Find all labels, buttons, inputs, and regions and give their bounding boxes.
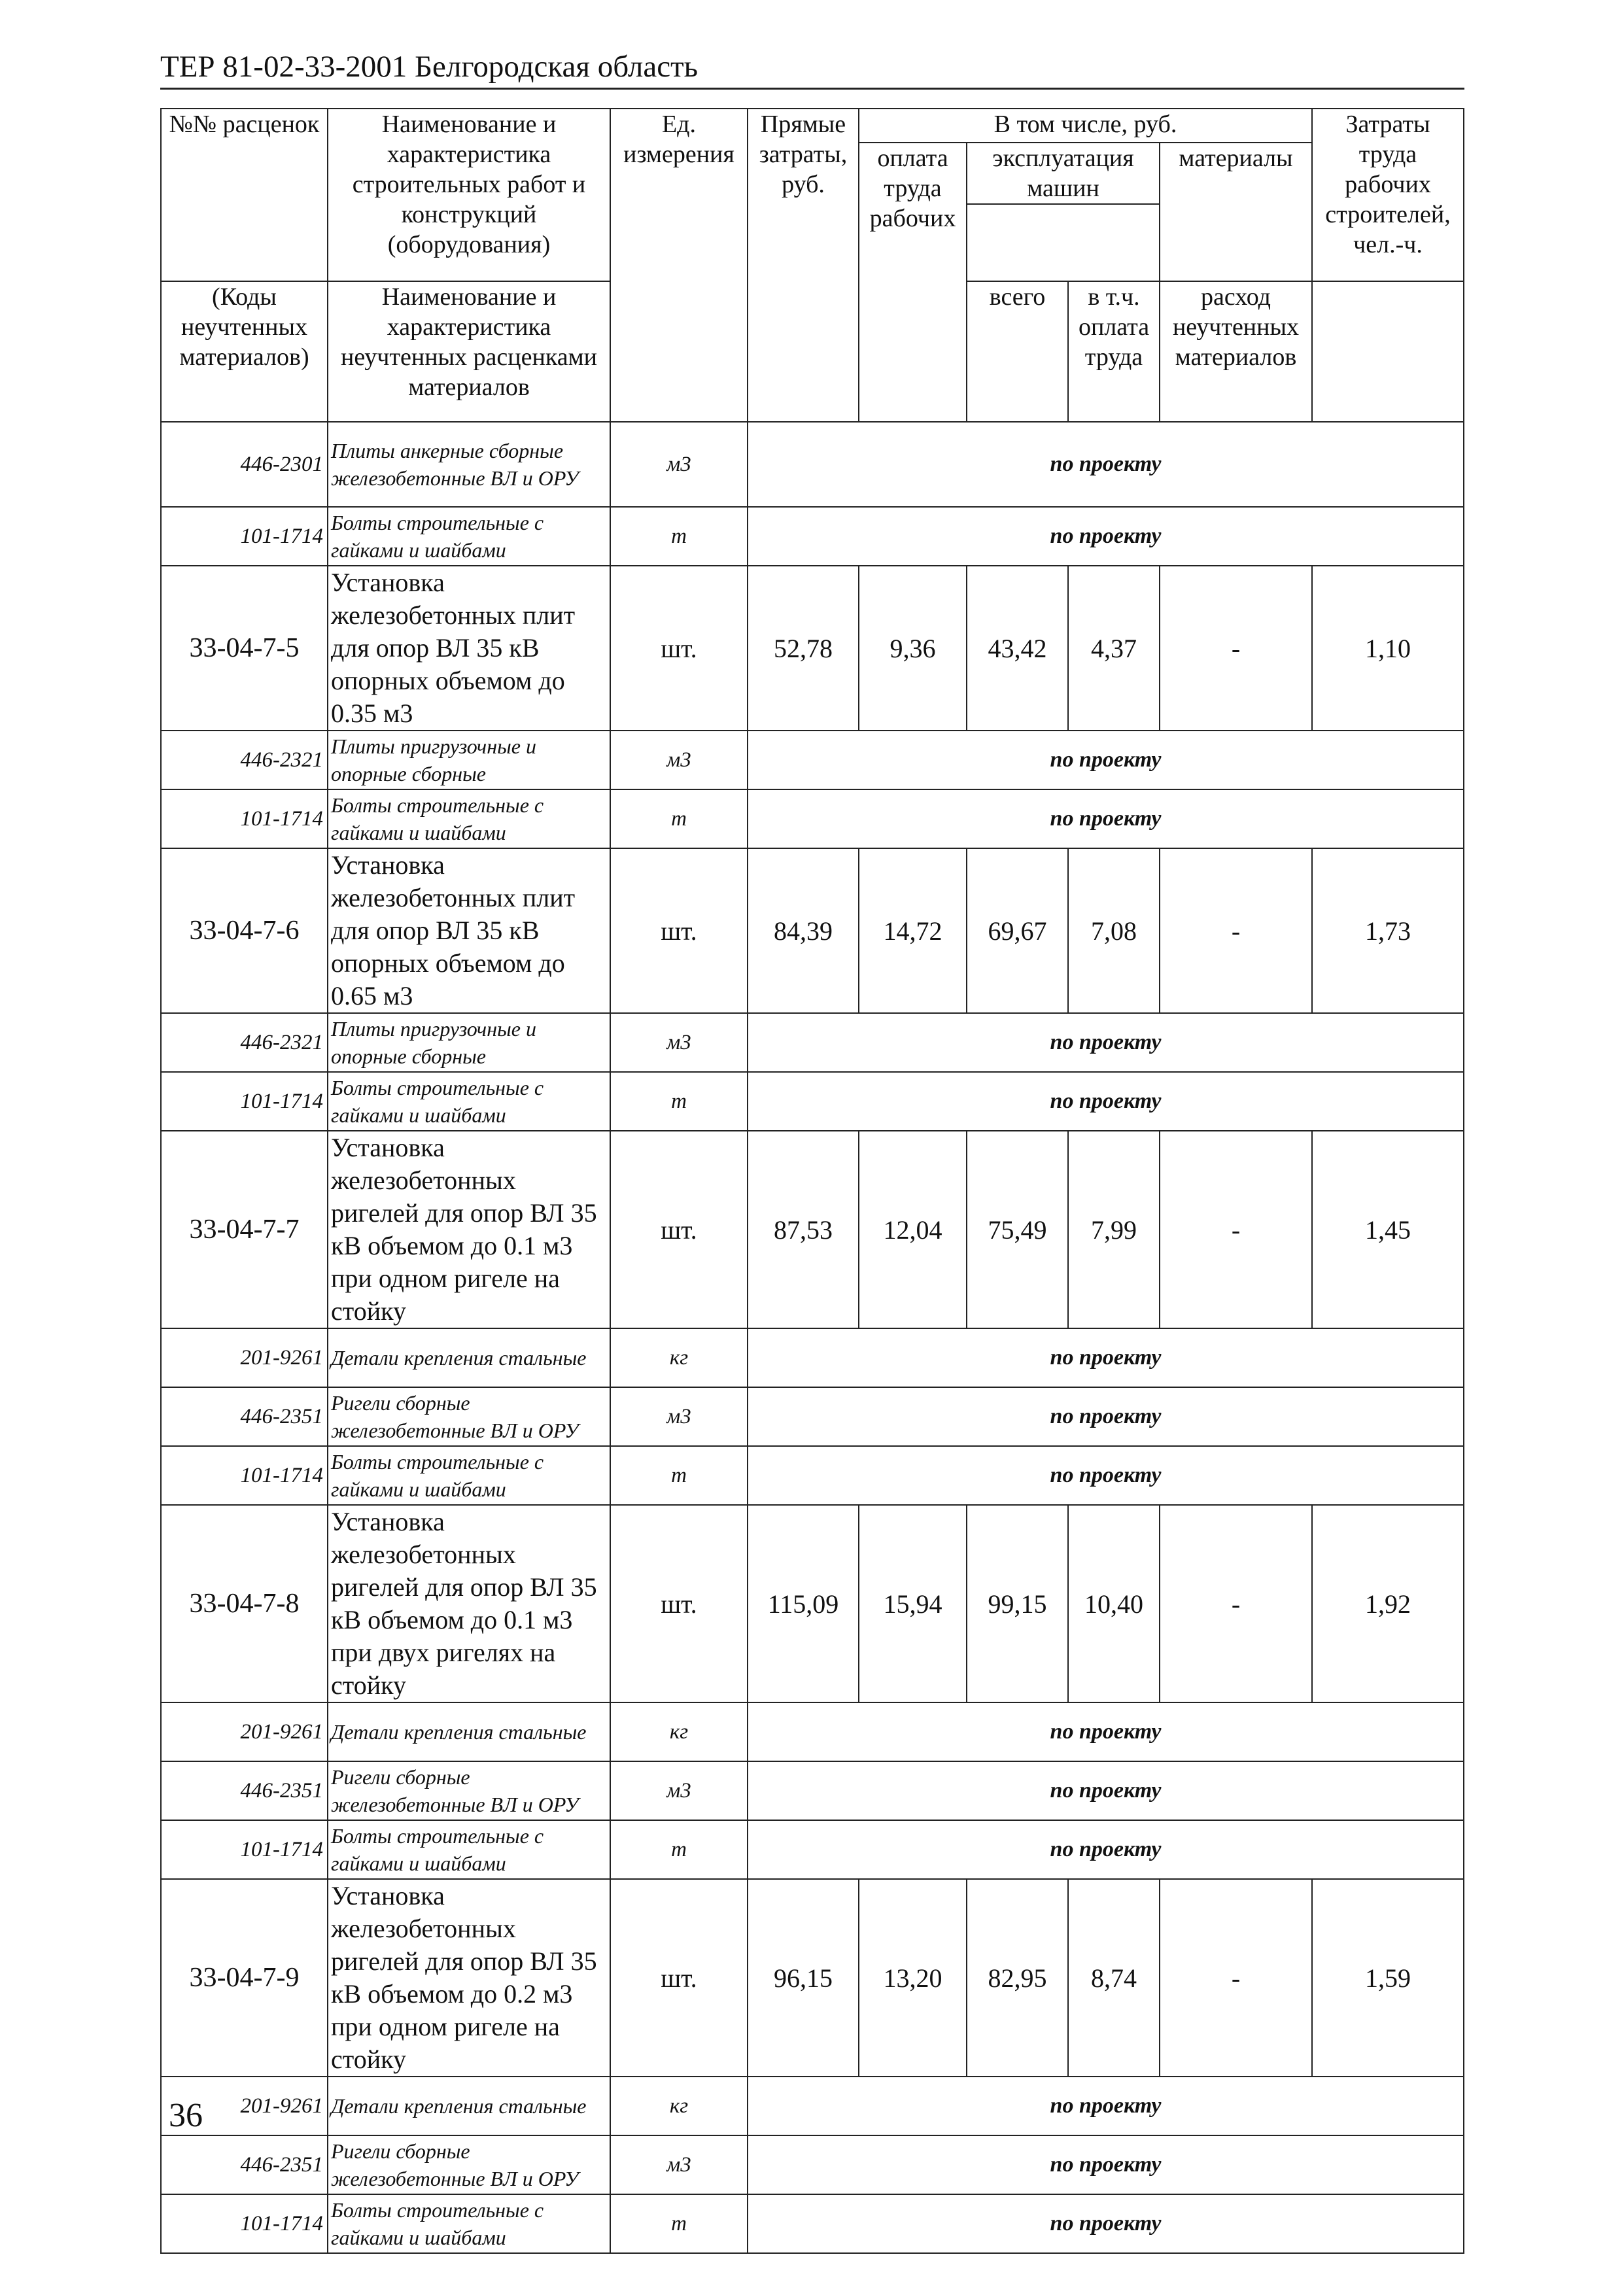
page-number: 36 — [169, 2097, 203, 2134]
material-unit: м3 — [610, 1387, 748, 1446]
rate-row — [161, 1131, 1464, 1328]
header-unaccounted-codes: (Коды неучтенных материалов) — [161, 281, 328, 422]
material-row — [161, 1328, 1464, 1387]
rate-code: 33-04-7-6 — [161, 848, 328, 1013]
material-code: 101-1714 — [161, 789, 328, 848]
header-machines-labor: в т.ч. оплата труда — [1068, 281, 1160, 422]
material-unit: т — [610, 1446, 748, 1505]
rate-row — [161, 1879, 1464, 2077]
rate-unit: шт. — [610, 1879, 748, 2077]
material-row — [161, 2194, 1464, 2253]
material-consumption: по проекту — [748, 422, 1464, 507]
rate-unit: шт. — [610, 566, 748, 731]
direct-costs: 84,39 — [748, 848, 859, 1013]
labor-hours: 1,10 — [1312, 566, 1464, 731]
rate-code: 33-04-7-9 — [161, 1879, 328, 2077]
material-name: Болты строительные с гайками и шайбами — [328, 1446, 610, 1505]
direct-costs: 52,78 — [748, 566, 859, 731]
material-consumption: по проекту — [748, 1761, 1464, 1820]
table-header — [161, 109, 1464, 422]
material-unit: м3 — [610, 1013, 748, 1072]
rate-unit: шт. — [610, 1505, 748, 1702]
direct-costs: 96,15 — [748, 1879, 859, 2077]
labor-hours: 1,59 — [1312, 1879, 1464, 2077]
material-name: Ригели сборные железобетонные ВЛ и ОРУ — [328, 2135, 610, 2194]
header-unaccounted-names: Наименование и характеристика неучтенных расценками материалов — [328, 281, 610, 422]
material-unit: кг — [610, 1328, 748, 1387]
document-title: ТЕР 81-02-33-2001 Белгородская область — [160, 50, 699, 84]
labor-hours: 1,73 — [1312, 848, 1464, 1013]
material-row — [161, 731, 1464, 789]
material-code: 201-9261 — [161, 1702, 328, 1761]
material-code: 446-2351 — [161, 1761, 328, 1820]
material-consumption: по проекту — [748, 2194, 1464, 2253]
labor-hours: 1,92 — [1312, 1505, 1464, 1702]
material-name: Детали крепления стальные — [328, 1702, 610, 1761]
header-labor-filler — [1312, 281, 1464, 422]
header-unaccounted-materials: расход неучтенных материалов — [1160, 281, 1312, 422]
material-code: 446-2351 — [161, 2135, 328, 2194]
table-body — [161, 422, 1464, 2253]
rate-name: Установка железобетонных плит для опор ВЛ 35 кВ опорных объемом до 0.65 м3 — [328, 848, 610, 1013]
material-code: 101-1714 — [161, 2194, 328, 2253]
direct-costs: 115,09 — [748, 1505, 859, 1702]
material-code: 201-9261 — [161, 1328, 328, 1387]
header-including: В том числе, руб. — [859, 109, 1312, 143]
labor-pay: 13,20 — [859, 1879, 967, 2077]
materials-cost: - — [1160, 1505, 1312, 1702]
material-unit: м3 — [610, 731, 748, 789]
material-code: 101-1714 — [161, 507, 328, 566]
material-row — [161, 1013, 1464, 1072]
machines-total: 82,95 — [967, 1879, 1068, 2077]
header-direct-costs: Прямые затраты, руб. — [748, 109, 859, 422]
materials-cost: - — [1160, 848, 1312, 1013]
header-machines-filler — [967, 204, 1160, 281]
material-consumption: по проекту — [748, 2077, 1464, 2135]
material-consumption: по проекту — [748, 1387, 1464, 1446]
material-code: 446-2351 — [161, 1387, 328, 1446]
rate-code: 33-04-7-7 — [161, 1131, 328, 1328]
machines-labor-pay: 7,08 — [1068, 848, 1160, 1013]
material-unit: м3 — [610, 422, 748, 507]
materials-cost: - — [1160, 1131, 1312, 1328]
material-unit: кг — [610, 1702, 748, 1761]
rate-unit: шт. — [610, 1131, 748, 1328]
machines-labor-pay: 10,40 — [1068, 1505, 1160, 1702]
material-unit: м3 — [610, 1761, 748, 1820]
material-unit: т — [610, 1820, 748, 1879]
materials-cost: - — [1160, 566, 1312, 731]
material-code: 101-1714 — [161, 1820, 328, 1879]
machines-total: 43,42 — [967, 566, 1068, 731]
material-code: 446-2321 — [161, 1013, 328, 1072]
material-row — [161, 789, 1464, 848]
material-row — [161, 2135, 1464, 2194]
material-row — [161, 1446, 1464, 1505]
material-code: 201-9261 — [161, 2077, 328, 2135]
header-work-name: Наименование и характеристика строительных работ и конструкций (оборудования) — [328, 109, 610, 281]
material-consumption: по проекту — [748, 1820, 1464, 1879]
material-name: Ригели сборные железобетонные ВЛ и ОРУ — [328, 1761, 610, 1820]
rate-name: Установка железобетонных плит для опор ВЛ 35 кВ опорных объемом до 0.35 м3 — [328, 566, 610, 731]
header-machines: эксплуатация машин — [967, 143, 1160, 204]
material-row — [161, 1761, 1464, 1820]
rate-unit: шт. — [610, 848, 748, 1013]
machines-labor-pay: 7,99 — [1068, 1131, 1160, 1328]
page-header — [160, 47, 1464, 90]
material-row — [161, 507, 1464, 566]
labor-pay: 14,72 — [859, 848, 967, 1013]
rate-row — [161, 1505, 1464, 1702]
material-consumption: по проекту — [748, 1072, 1464, 1131]
rate-code: 33-04-7-8 — [161, 1505, 328, 1702]
material-name: Болты строительные с гайками и шайбами — [328, 507, 610, 566]
material-consumption: по проекту — [748, 789, 1464, 848]
header-labor-hours: Затраты труда рабочих строителей, чел.-ч. — [1312, 109, 1464, 281]
material-row — [161, 1072, 1464, 1131]
material-name: Плиты пригрузочные и опорные сборные — [328, 1013, 610, 1072]
material-name: Детали крепления стальные — [328, 2077, 610, 2135]
rate-name: Установка железобетонных ригелей для опор ВЛ 35 кВ объемом до 0.1 м3 при двух ригелях на стойку — [328, 1505, 610, 1702]
material-name: Болты строительные с гайками и шайбами — [328, 2194, 610, 2253]
material-consumption: по проекту — [748, 1013, 1464, 1072]
machines-labor-pay: 8,74 — [1068, 1879, 1160, 2077]
material-consumption: по проекту — [748, 507, 1464, 566]
material-unit: т — [610, 2194, 748, 2253]
material-consumption: по проекту — [748, 2135, 1464, 2194]
material-code: 446-2321 — [161, 731, 328, 789]
material-row — [161, 1387, 1464, 1446]
machines-total: 99,15 — [967, 1505, 1068, 1702]
material-row — [161, 1702, 1464, 1761]
labor-pay: 9,36 — [859, 566, 967, 731]
material-name: Плиты пригрузочные и опорные сборные — [328, 731, 610, 789]
labor-hours: 1,45 — [1312, 1131, 1464, 1328]
materials-cost: - — [1160, 1879, 1312, 2077]
material-code: 446-2301 — [161, 422, 328, 507]
material-unit: м3 — [610, 2135, 748, 2194]
direct-costs: 87,53 — [748, 1131, 859, 1328]
material-name: Болты строительные с гайками и шайбами — [328, 789, 610, 848]
rate-row — [161, 566, 1464, 731]
header-rate-number: №№ расценок — [161, 109, 328, 281]
material-consumption: по проекту — [748, 1446, 1464, 1505]
rates-table — [160, 108, 1464, 2254]
header-materials: материалы — [1160, 143, 1312, 281]
material-unit: т — [610, 507, 748, 566]
material-unit: кг — [610, 2077, 748, 2135]
header-unit: Ед. измерения — [610, 109, 748, 422]
material-row — [161, 2077, 1464, 2135]
machines-total: 75,49 — [967, 1131, 1068, 1328]
material-row — [161, 1820, 1464, 1879]
material-consumption: по проекту — [748, 731, 1464, 789]
machines-total: 69,67 — [967, 848, 1068, 1013]
labor-pay: 12,04 — [859, 1131, 967, 1328]
material-name: Болты строительные с гайками и шайбами — [328, 1820, 610, 1879]
material-consumption: по проекту — [748, 1702, 1464, 1761]
labor-pay: 15,94 — [859, 1505, 967, 1702]
header-labor-pay: оплата труда рабочих — [859, 143, 967, 422]
material-consumption: по проекту — [748, 1328, 1464, 1387]
material-code: 101-1714 — [161, 1072, 328, 1131]
rate-code: 33-04-7-5 — [161, 566, 328, 731]
material-code: 101-1714 — [161, 1446, 328, 1505]
material-name: Ригели сборные железобетонные ВЛ и ОРУ — [328, 1387, 610, 1446]
material-name: Плиты анкерные сборные железобетонные ВЛ и ОРУ — [328, 422, 610, 507]
material-name: Детали крепления стальные — [328, 1328, 610, 1387]
rate-name: Установка железобетонных ригелей для опор ВЛ 35 кВ объемом до 0.1 м3 при одном ригеле на стойку — [328, 1131, 610, 1328]
material-unit: т — [610, 1072, 748, 1131]
rate-name: Установка железобетонных ригелей для опор ВЛ 35 кВ объемом до 0.2 м3 при одном ригеле на стойку — [328, 1879, 610, 2077]
material-unit: т — [610, 789, 748, 848]
header-machines-total: всего — [967, 281, 1068, 422]
machines-labor-pay: 4,37 — [1068, 566, 1160, 731]
rate-row — [161, 848, 1464, 1013]
material-row — [161, 422, 1464, 507]
material-name: Болты строительные с гайками и шайбами — [328, 1072, 610, 1131]
